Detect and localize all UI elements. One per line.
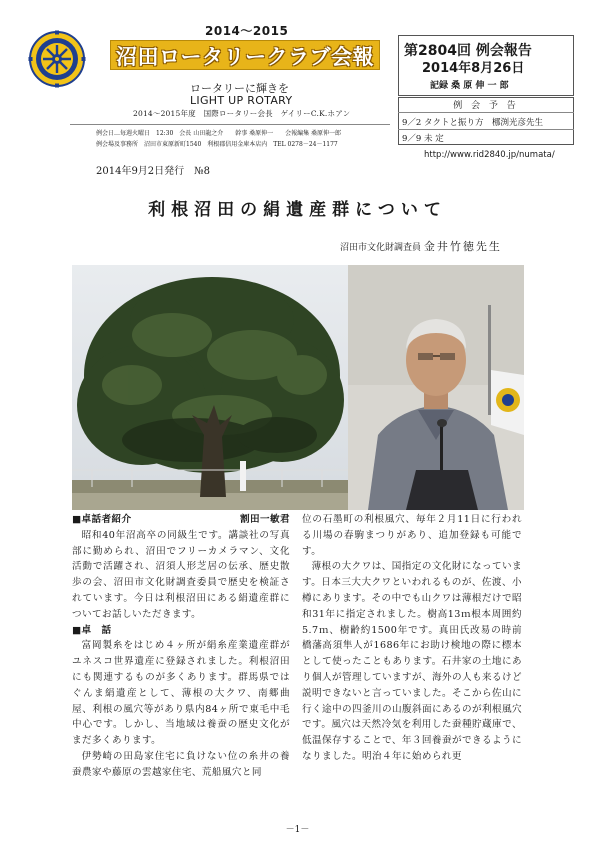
ri-president-line: 2014～2015年度 国際ロータリー会長 ゲイリーC.K.ホアン — [133, 109, 351, 118]
article-column-left — [72, 512, 290, 781]
intro-heading-label: ■卓話者紹介 — [72, 514, 132, 525]
schedule-title: 例 会 予 告 — [453, 101, 519, 111]
club-title: 沼田ロータリークラブ会報 — [116, 45, 374, 69]
speaker-photo — [348, 265, 524, 510]
byline-name: 金井竹徳先生 — [423, 240, 502, 253]
schedule-divider — [398, 129, 574, 130]
talk-paragraph: 薄根の大クワは、国指定の文化財になっています。日本三大大クワといわれるものが、佐渡、小樽にあります。その中でも山クワは薄根だけで昭和31年に指定されました。樹高13ｍ根本周囲約5.7ｍ、樹齢約1500年です。真田氏改易の時前橋藩高須隼人が1686年にお助け検地の際に標本として使ったこともあります。石井家の土地にあり個人が管理していますが、海外の人も来るけど説明できないと言っていました。そこから佐山に行く途中の四釜川の山腹斜面にあるのが利根風穴です。風穴は天然冷気を利用した蚕種貯蔵庫で、低温保存することで、年３回養蚕ができるようになりました。明治４年に始められ更 — [302, 561, 522, 762]
rotary-logo — [28, 30, 86, 88]
talk-paragraph: 伊勢崎の田島家住宅に負けない位の糸井の養蚕農家や藤原の雲越家住宅、荒船風穴と同 — [72, 750, 290, 778]
header-years: 2014～2015 — [205, 24, 289, 38]
website-link[interactable]: http://www.rid2840.jp/numata/ — [424, 150, 555, 160]
schedule-row: 9／2 タクトと振り方 梛渕光彦先生 — [402, 118, 544, 128]
meeting-info: 例会日…毎週火曜日 12:30 会長 山田龍之介 幹事 桑原伸一 会報編集 桑原伸一郎 — [96, 130, 342, 137]
office-info: 例会場及事務所 沼田市東原新町1540 利根郡信用金庫本店内 TEL 0278－24－1177 — [96, 141, 338, 148]
header-divider — [70, 124, 390, 125]
issue-date: 2014年9月2日発行 №8 — [96, 166, 210, 177]
intro-paragraph: 昭和40年沼高卒の同級生です。講談社の写真部に勤められ、沼田でフリーカメラマン、文化活動で活躍され、沼須人形芝居の伝承、歴史散歩の会、沼田市文化財調査委員で歴史を検証されています。今日は利根沼田にある絹遺産群についてお話しいただきます。 — [72, 529, 290, 620]
byline — [340, 238, 502, 254]
recorder: 記録 桑 原 伸 一 郎 — [430, 81, 509, 91]
schedule-row: 9／9 未 定 — [402, 134, 444, 144]
schedule-divider — [398, 112, 574, 113]
rotary-wheel-icon — [28, 30, 86, 88]
theme-english: LIGHT UP ROTARY — [190, 94, 293, 107]
talk-heading — [72, 623, 290, 639]
intro-heading — [72, 512, 290, 528]
talk-paragraph: 位の石墨町の利根風穴、毎年２月11日に行われる川場の春駒まつりがあり、追加登録も可能です。 — [302, 514, 522, 557]
byline-prefix: 沼田市文化財調査員 — [340, 243, 422, 253]
article-column-right — [302, 512, 522, 765]
mulberry-tree-photo — [72, 265, 348, 510]
article-title: 利根沼田の絹遺産群について — [148, 200, 447, 220]
report-date: 2014年8月26日 — [422, 61, 525, 76]
intro-speaker-name: 割田一敏君 — [240, 514, 290, 525]
theme-japanese: ロータリーに輝きを — [190, 82, 289, 95]
page-number: －1－ — [285, 825, 310, 835]
talk-paragraph: 富岡製糸をはじめ４ヶ所が絹糸産業遺産群がユネスコ世界遺産に登録されました。利根沼田にも関連するものが多くあります。群馬県ではぐんま絹遺産として、薄根の大クワ、南郷曲屋、利根の風穴等があり県内84ヶ所で東毛中毛中心です。しかし、当地域は養蚕の歴史文化がまだ多くあります。 — [72, 640, 290, 747]
report-number: 第2804回 例会報告 — [404, 43, 532, 59]
talk-heading-label: ■卓 話 — [72, 624, 112, 636]
